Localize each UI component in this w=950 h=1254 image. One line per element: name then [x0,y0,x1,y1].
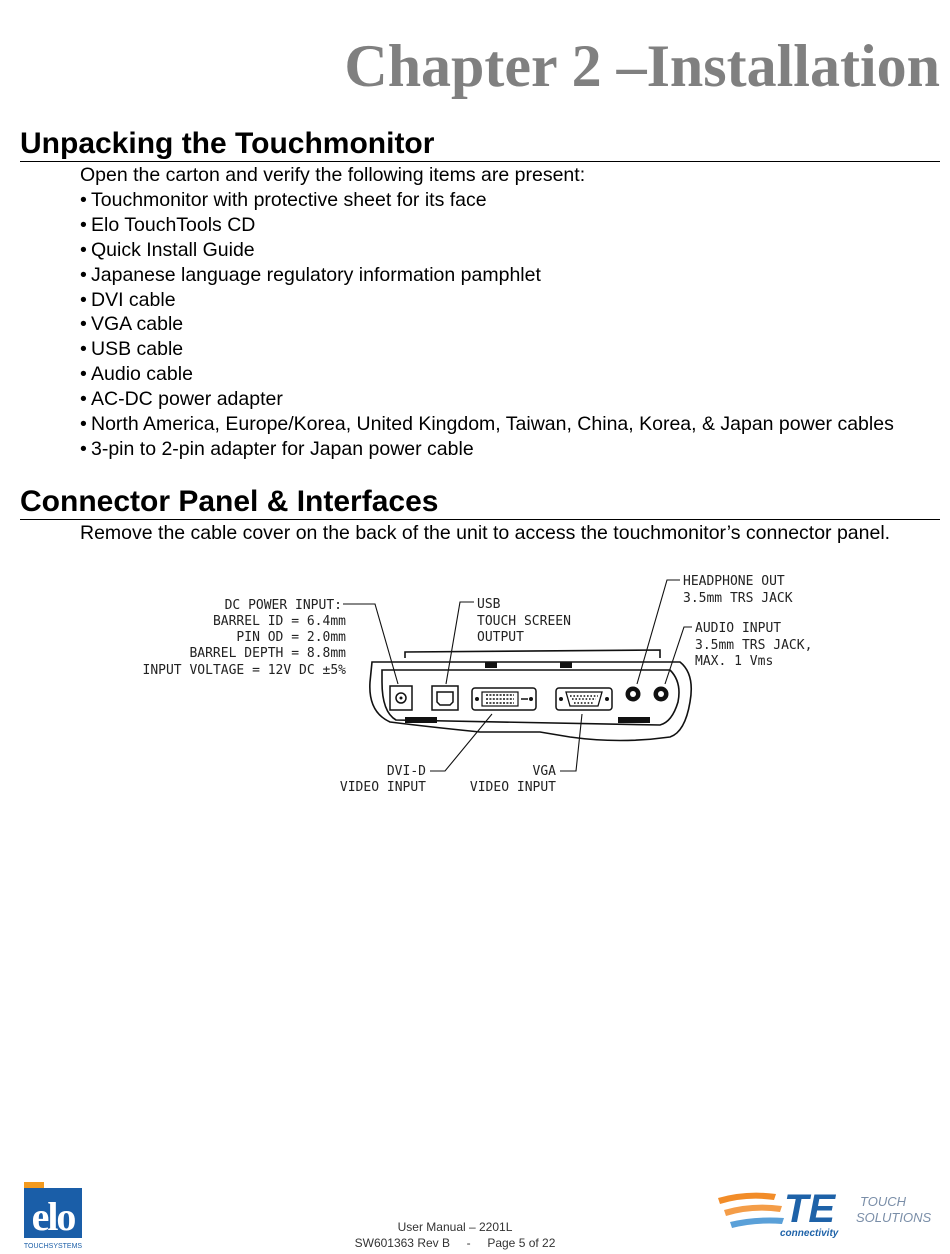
list-item: • AC-DC power adapter [80,388,283,411]
headphone-label-line: HEADPHONE OUT [683,574,785,589]
chapter-title: Chapter 2 –Installation [344,33,940,99]
usb-label-line: TOUCH SCREEN [477,614,571,629]
dc-power-label-line: DC POWER INPUT: [224,598,342,613]
package-contents-list [80,188,894,462]
headphone-label [683,574,793,606]
audio-input-label-line: 3.5mm TRS JACK, [695,638,813,653]
list-item: • VGA cable [80,313,184,336]
audio-input-label-line: MAX. 1 Vms [695,654,774,669]
elo-logo-mark: elo [31,1194,75,1239]
headphone-label-line: 3.5mm TRS JACK [683,591,793,606]
vga-label-line: VGA [532,764,556,779]
list-item: • Japanese language regulatory information pamphlet [80,263,541,286]
cover-latch [405,717,437,723]
list-item: • USB cable [80,338,184,361]
dc-power-label-line: BARREL ID = 6.4mm [212,614,346,629]
footer-page-info: SW601363 Rev B - Page 5 of 22 [354,1236,556,1250]
vent-tab [485,662,497,668]
dvi-label-line: DVI-D [386,764,426,779]
dvi-label [340,764,426,795]
audio-input-label-line: AUDIO INPUT [695,621,782,636]
dc-power-label-line: PIN OD = 2.0mm [236,630,346,645]
dc-power-label-line: BARREL DEPTH = 8.8mm [189,646,346,661]
dc-power-jack-icon [390,686,412,710]
footer-manual-title: User Manual – 2201L [397,1220,513,1234]
usb-port-icon [432,686,458,710]
audio-input-jack-icon [654,687,669,702]
elo-logo-subtext: TOUCHSYSTEMS [23,1243,83,1250]
te-touch-text: TOUCH [860,1194,906,1209]
section-heading-connector-panel: Connector Panel & Interfaces [20,486,940,520]
te-solutions-text: SOLUTIONS [856,1210,932,1225]
vga-label [470,764,556,795]
list-item: • Audio cable [80,363,193,386]
te-logo-subtext: connectivity [780,1228,839,1239]
connector-panel-intro: Remove the cable cover on the back of the unit to access the touchmonitor’s connector panel. [80,522,891,544]
dvi-port-icon [472,688,536,710]
list-item: • DVI cable [80,288,176,311]
cover-latch [618,717,650,723]
vga-label-line: VIDEO INPUT [469,780,556,795]
audio-input-label [695,621,812,669]
leader-lines [343,580,692,771]
vga-port-icon [556,688,612,710]
dc-power-label-line: INPUT VOLTAGE = 12V DC ±5% [142,663,346,678]
list-item: • Touchmonitor with protective sheet for its face [80,189,487,211]
list-item: • Quick Install Guide [80,238,255,261]
usb-label-line: OUTPUT [477,630,524,645]
usb-label-line: USB [477,597,501,612]
unpacking-intro: Open the carton and verify the following items are present: [80,164,586,186]
dvi-label-line: VIDEO INPUT [339,780,426,795]
section-heading-unpacking: Unpacking the Touchmonitor [20,128,940,162]
list-item: • 3-pin to 2-pin adapter for Japan power cable [80,437,474,460]
headphone-jack-icon [626,687,641,702]
vent-tab [560,662,572,668]
list-item: • North America, Europe/Korea, United Kingdom, Taiwan, China, Korea, & Japan power cables [80,413,894,436]
dc-power-label [143,598,347,678]
te-logo-mark: TE [784,1187,836,1231]
usb-label [477,597,571,645]
connector-panel-diagram [100,562,840,802]
list-item: • Elo TouchTools CD [80,213,256,236]
